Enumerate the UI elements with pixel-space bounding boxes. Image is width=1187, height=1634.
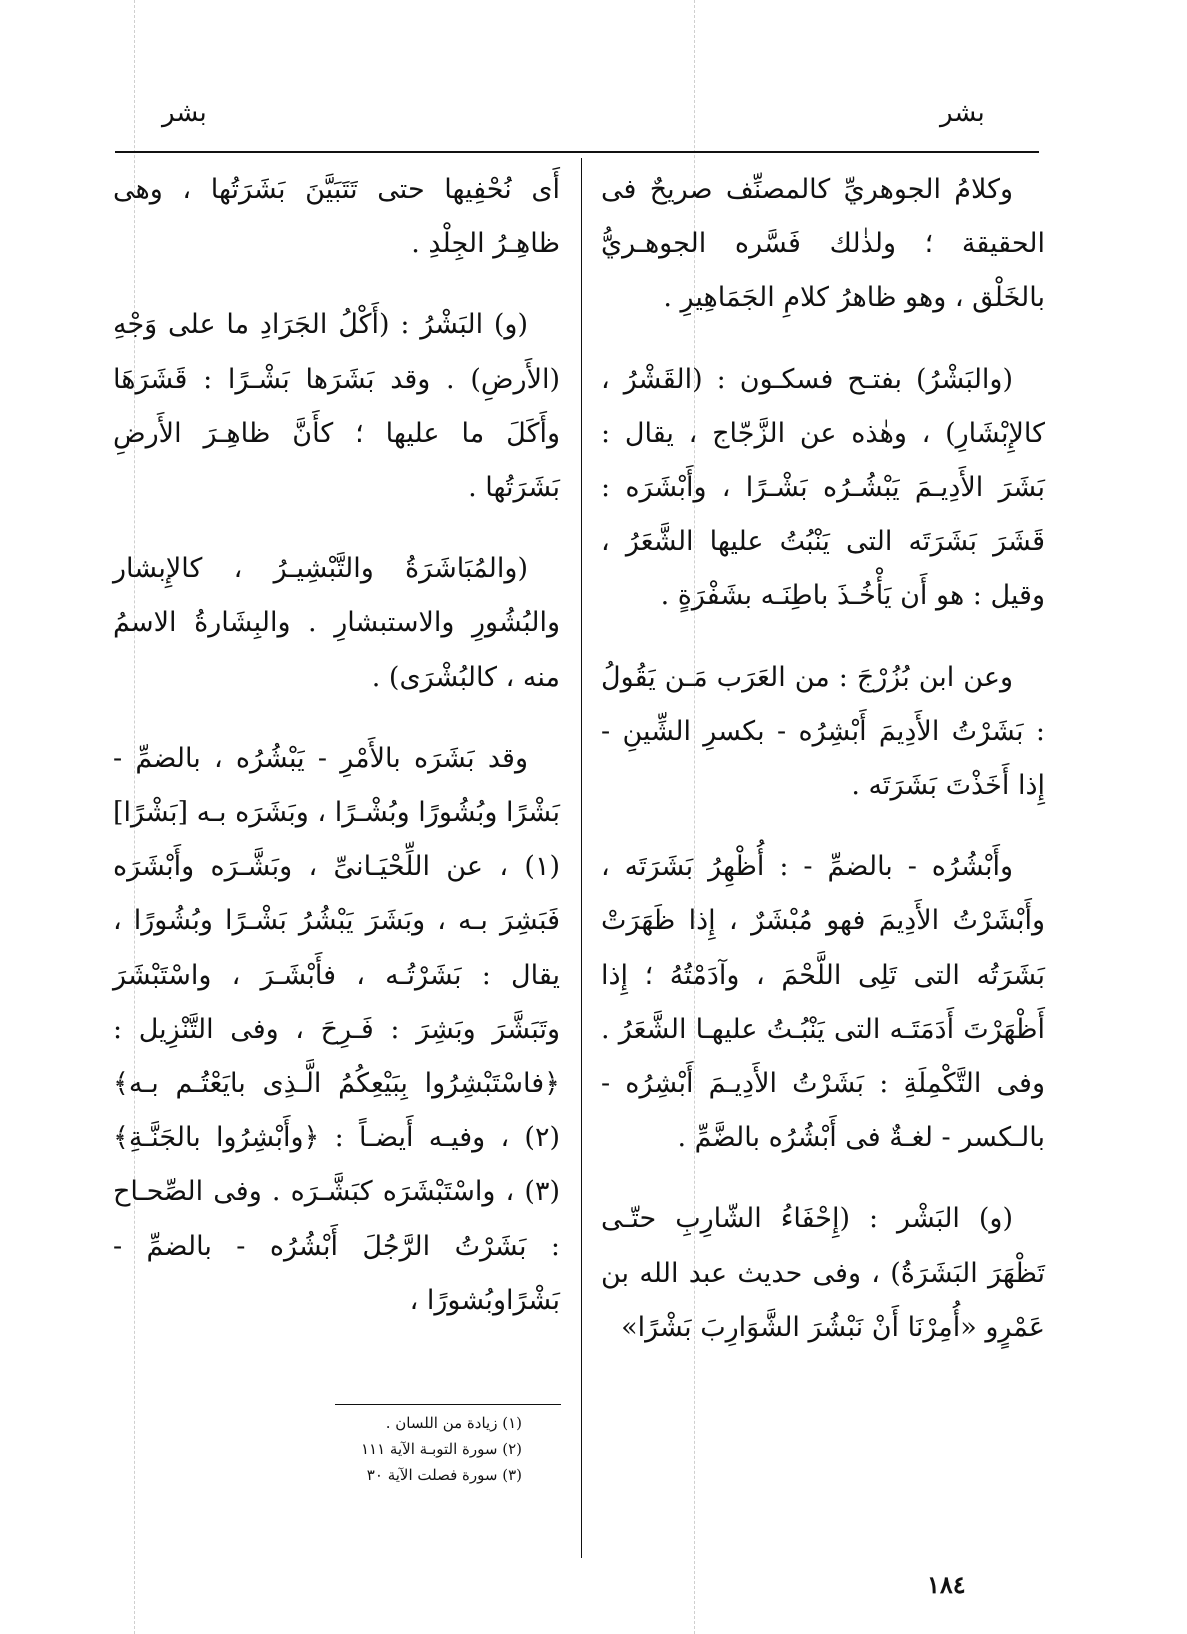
right-paragraph-4: وأَبْشُرُه - بالضمِّ - : أُظْهِرُ بَشَرَتَه ، وأَبْشَرْتُ الأَدِيمَ فهو مُبْشَرٌ ، إِذا ظَهَرَتْ بَشَرَتُه التى تَلِى اللَّحْمَ ، وآدَمْتُهُ ؛ إِذا أَظْهَرْتَ أَدَمَتَـه التى يَنْبُـتُ عليهـا الشَّعَرُ . وفى التَّكْمِلَةِ : بَشَرْتُ الأَدِيـمَ أَبْشِرُه - بالـكسر - لغـةٌ فى أَبْشُرُه بالضَّمِّ .	[601, 851, 1045, 1154]
footnotes	[270, 1410, 522, 1488]
running-head-right: بشر	[940, 98, 985, 128]
page-number: ١٨٤	[927, 1570, 966, 1599]
right-paragraph-3: وعن ابن بُزُرْجَ : من العَرَب مَـن يَقُولُ : بَشَرْتُ الأَدِيمَ أَبْشِرُه - بكسرِ الشِّينِ - إِذا أَخَذْتَ بَشَرَتَه .	[601, 661, 1045, 802]
running-head-left: بشر	[162, 98, 207, 128]
footnote-rule	[335, 1404, 561, 1405]
right-paragraph-5: (و) البَشْر : (إِحْفَاءُ الشّارِبِ حتّـى تَظْهَرَ البَشَرَةُ) ، وفى حديث عبد الله بن عَمْرٍو «أُمِرْنَا أَنْ نَبْشُرَ الشَّوَارِبَ بَشْرًا»	[601, 1203, 1045, 1343]
left-paragraph-1: (و) البَشْرُ : (أَكْلُ الجَرَادِ ما على وَجْهِ (الأَرضِ) . وقد بَشَرَها بَشْـرًا : قَشَرَهَا وأَكَلَ ما عليها ؛ كأَنَّ ظاهِـرَ الأَرضِ بَشَرَتُها .	[113, 309, 560, 504]
left-paragraph-3: وقد بَشَرَه بالأَمْرِ - يَبْشُرُه ، بالضمِّ - بَشْرًا وبُشُورًا وبُشْـرًا ، وبَشَرَه بـه [بَشْرًا] (١) ، عن اللِّحْيَـانىِّ ، وبَشَّـرَه وأَبْشَرَه فَبَشِرَ بـه ، وبَشَرَ يَبْشُرُ بَشْـرًا وبُشُورًا ، يقال : بَشَرْتُـه ، فأَبْشَـرَ ، واسْتَبْشَرَ وتَبَشَّرَ وبَشِرَ : فَـرِحَ ، وفى التَّنْزِيل : ﴿فاسْتَبْشِرُوا بِبَيْعِكُمُ الَّـذِى بايَعْتُـم بـه﴾ (٢) ، وفيـه أَيضـاً : ﴿وأَبْشِرُوا بالجَنَّـةِ﴾ (٣) ، واسْتَبْشَرَه كبَشَّـرَه . وفى الصِّحـاح : بَشَرْتُ الرَّجُلَ أَبْشُرُه - بالضمِّ - بَشْرًاوبُشورًا ،	[113, 742, 560, 1316]
left-paragraph-2: (والمُبَاشَرَةُ والتَّبْشِيـرُ ، كالإِبشار والبُشُورِ والاستبشارِ . والبِشَارةُ الاسمُ منه ، كالبُشْرَى) .	[113, 553, 560, 693]
footnote-1: (١) زيادة من اللسان .	[385, 1414, 522, 1432]
right-paragraph-2: (والبَشْرُ) بفتـح فسكـون : (القَشْرُ ، كالإِبْشَارِ) ، وهٰذه عن الزَّجّاج ، يقال : بَشَرَ الأَدِيـمَ يَبْشُـرُه بَشْـرًا ، وأَبْشَرَه : قَشَرَ بَشَرَتَه التى يَنْبُتُ عليها الشَّعَرُ ، وقيل : هو أَن يَأْخُـذَ باطِنَـه بشَفْرَةٍ .	[601, 363, 1045, 612]
right-column	[601, 163, 1045, 1382]
left-column	[113, 163, 560, 1355]
footnote-3: (٣) سورة فصلت الآية ٣٠	[366, 1466, 522, 1484]
column-divider	[581, 158, 582, 1558]
left-lead-paragraph: أَى نُحْفِيها حتى تَتَبَيَّنَ بَشَرَتُها ، وهى ظاهِـرُ الجِلْدِ .	[113, 174, 560, 260]
header-rule	[115, 151, 1039, 153]
right-paragraph-1: وكلامُ الجوهريِّ كالمصنِّف صريحٌ فى الحقيقة ؛ ولذٰلك فَسَّره الجوهـريُّ بالخَلْق ، وهو ظاهرُ كلامِ الجَمَاهِيرِ .	[601, 174, 1045, 314]
footnote-2: (٢) سورة التوبـة الآية ١١١	[360, 1440, 522, 1458]
